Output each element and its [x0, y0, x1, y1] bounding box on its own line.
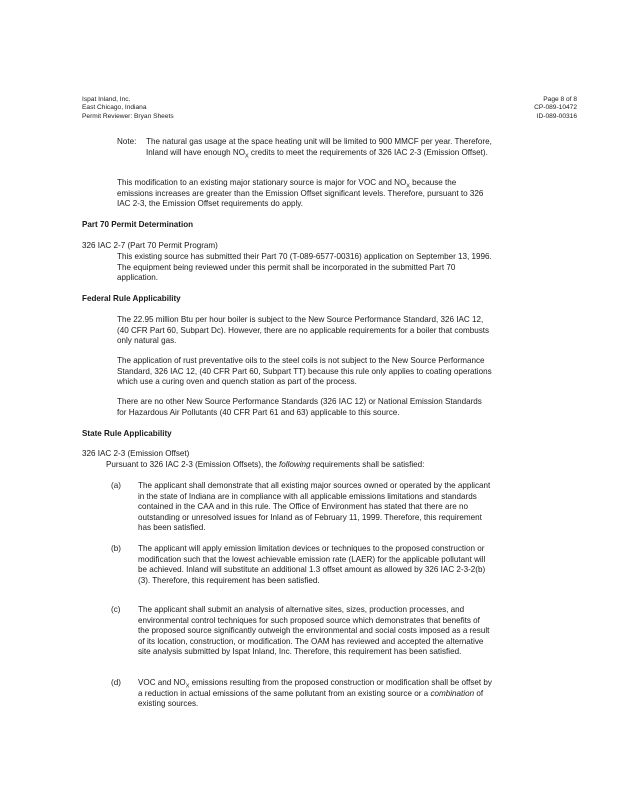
modification-text-part: because the emissions increases are greater than the Emission Offset significant levels. Therefore, pursuant to 326 IAC 2-3, the Emission Offset requirements do apply.	[117, 178, 484, 209]
item-d-text	[138, 678, 493, 710]
part70-paragraph: This existing source has submitted their Part 70 (T-089-6577-00316) application on September 13, 1996. The equipment being reviewed under this permit shall be incorporated in the submitted Part 70 application.	[117, 252, 492, 283]
item-c-label: (c)	[111, 605, 121, 614]
modification-text-part: This modification to an existing major stationary source is major for VOC and NO	[117, 178, 407, 187]
item-d-text-part: emissions resulting from the proposed construction or modification shall be offset by a reduction in actual emissions of the same pollutant from an existing source or a	[138, 678, 492, 698]
item-d-text-part: VOC and NO	[138, 678, 186, 687]
note-label: Note:	[117, 137, 137, 146]
item-d-subscript: X	[185, 683, 190, 690]
state-intro	[106, 460, 424, 471]
federal-paragraph-1: The 22.95 million Btu per hour boiler is subject to the New Source Performance Standard, 326 IAC 12, (40 CFR Part 60, Subpart Dc). However, there are no applicable requirements for a boiler that combusts only natural gas.	[117, 315, 490, 346]
modification-paragraph	[117, 178, 493, 210]
item-c-text: The applicant shall submit an analysis of alternative sites, sizes, production processes, and environmental control techniques for such proposed source which demonstrates that benefits of the proposed source significantly outweigh the environmental and social costs imposed as a result of its location, construction, or modification. The OAM has reviewed and accepted the alternative site analysis submitted by Ispat Inland, Inc. Therefore, this requirement has been satisfied.	[138, 605, 490, 657]
part70-heading: Part 70 Permit Determination	[82, 220, 194, 229]
state-intro-part: requirements shall be satisfied:	[310, 460, 425, 469]
item-a-text: The applicant shall demonstrate that all existing major sources owned or operated by the applicant in the state of Indiana are in compliance with all applicable emissions limitations and standards contained in the CAA and in this rule. The Office of Environment has stated that there are no outstanding or unresolved issues for Inland as of February 11, 1999. Therefore, this requirement has been satisfied.	[138, 481, 491, 533]
state-heading: State Rule Applicability	[82, 429, 172, 438]
item-d-emphasis: combination	[430, 688, 475, 698]
federal-heading: Federal Rule Applicability	[82, 294, 181, 303]
page-number: Page 8 of 8	[543, 96, 577, 103]
note-text-part: credits to meet the requirements of 326 IAC 2-3 (Emission Offset).	[248, 147, 488, 157]
item-b-label: (b)	[111, 544, 121, 553]
company-name: Ispat Inland, Inc.	[82, 96, 131, 103]
state-intro-emphasis: following	[279, 460, 311, 469]
modification-subscript: X	[406, 183, 410, 190]
item-a-label: (a)	[111, 481, 121, 490]
federal-paragraph-3: There are no other New Source Performance Standards (326 IAC 12) or National Emission Standards for Hazardous Air Pollutants (40 CFR Part 61 and 63) applicable to this source.	[117, 397, 482, 417]
note-subscript: X	[245, 153, 249, 160]
page-header-left	[82, 96, 174, 121]
plant-id: ID-089-00316	[536, 112, 577, 120]
company-location: East Chicago, Indiana	[82, 104, 147, 112]
note-text	[146, 137, 493, 158]
permit-number: CP-089-10472	[534, 104, 577, 112]
item-d-text-part: of existing sources.	[138, 688, 484, 709]
state-rule: 326 IAC 2-3 (Emission Offset)	[82, 449, 190, 458]
item-d-label: (d)	[111, 678, 121, 687]
state-intro-part: Pursuant to 326 IAC 2-3 (Emission Offsets), the	[106, 460, 280, 469]
item-b-text: The applicant will apply emission limitation devices or techniques to the proposed construction or modification such that the lowest achievable emission rate (LAER) for the applicable pollutant will be achieved. Inland will substitute an additional 1.3 offset amount as allowed by 326 IAC 2-3-2(b)(3). Therefore, this requirement has been satisfied.	[138, 544, 486, 585]
federal-paragraph-2: The application of rust preventative oils to the steel coils is not subject to the New Source Performance Standard, 326 IAC 12, (40 CFR Part 60, Subpart TT) because this rule only applies to coating operations which use a curing oven and quench station as part of the process.	[117, 356, 492, 387]
part70-rule: 326 IAC 2-7 (Part 70 Permit Program)	[82, 241, 218, 250]
page-header-right	[534, 96, 577, 121]
note-text-part: The natural gas usage at the space heating unit will be limited to 900 MMCF per year. Therefore, Inland will have enough NO	[146, 137, 492, 157]
permit-reviewer: Permit Reviewer: Bryan Sheets	[82, 112, 174, 120]
